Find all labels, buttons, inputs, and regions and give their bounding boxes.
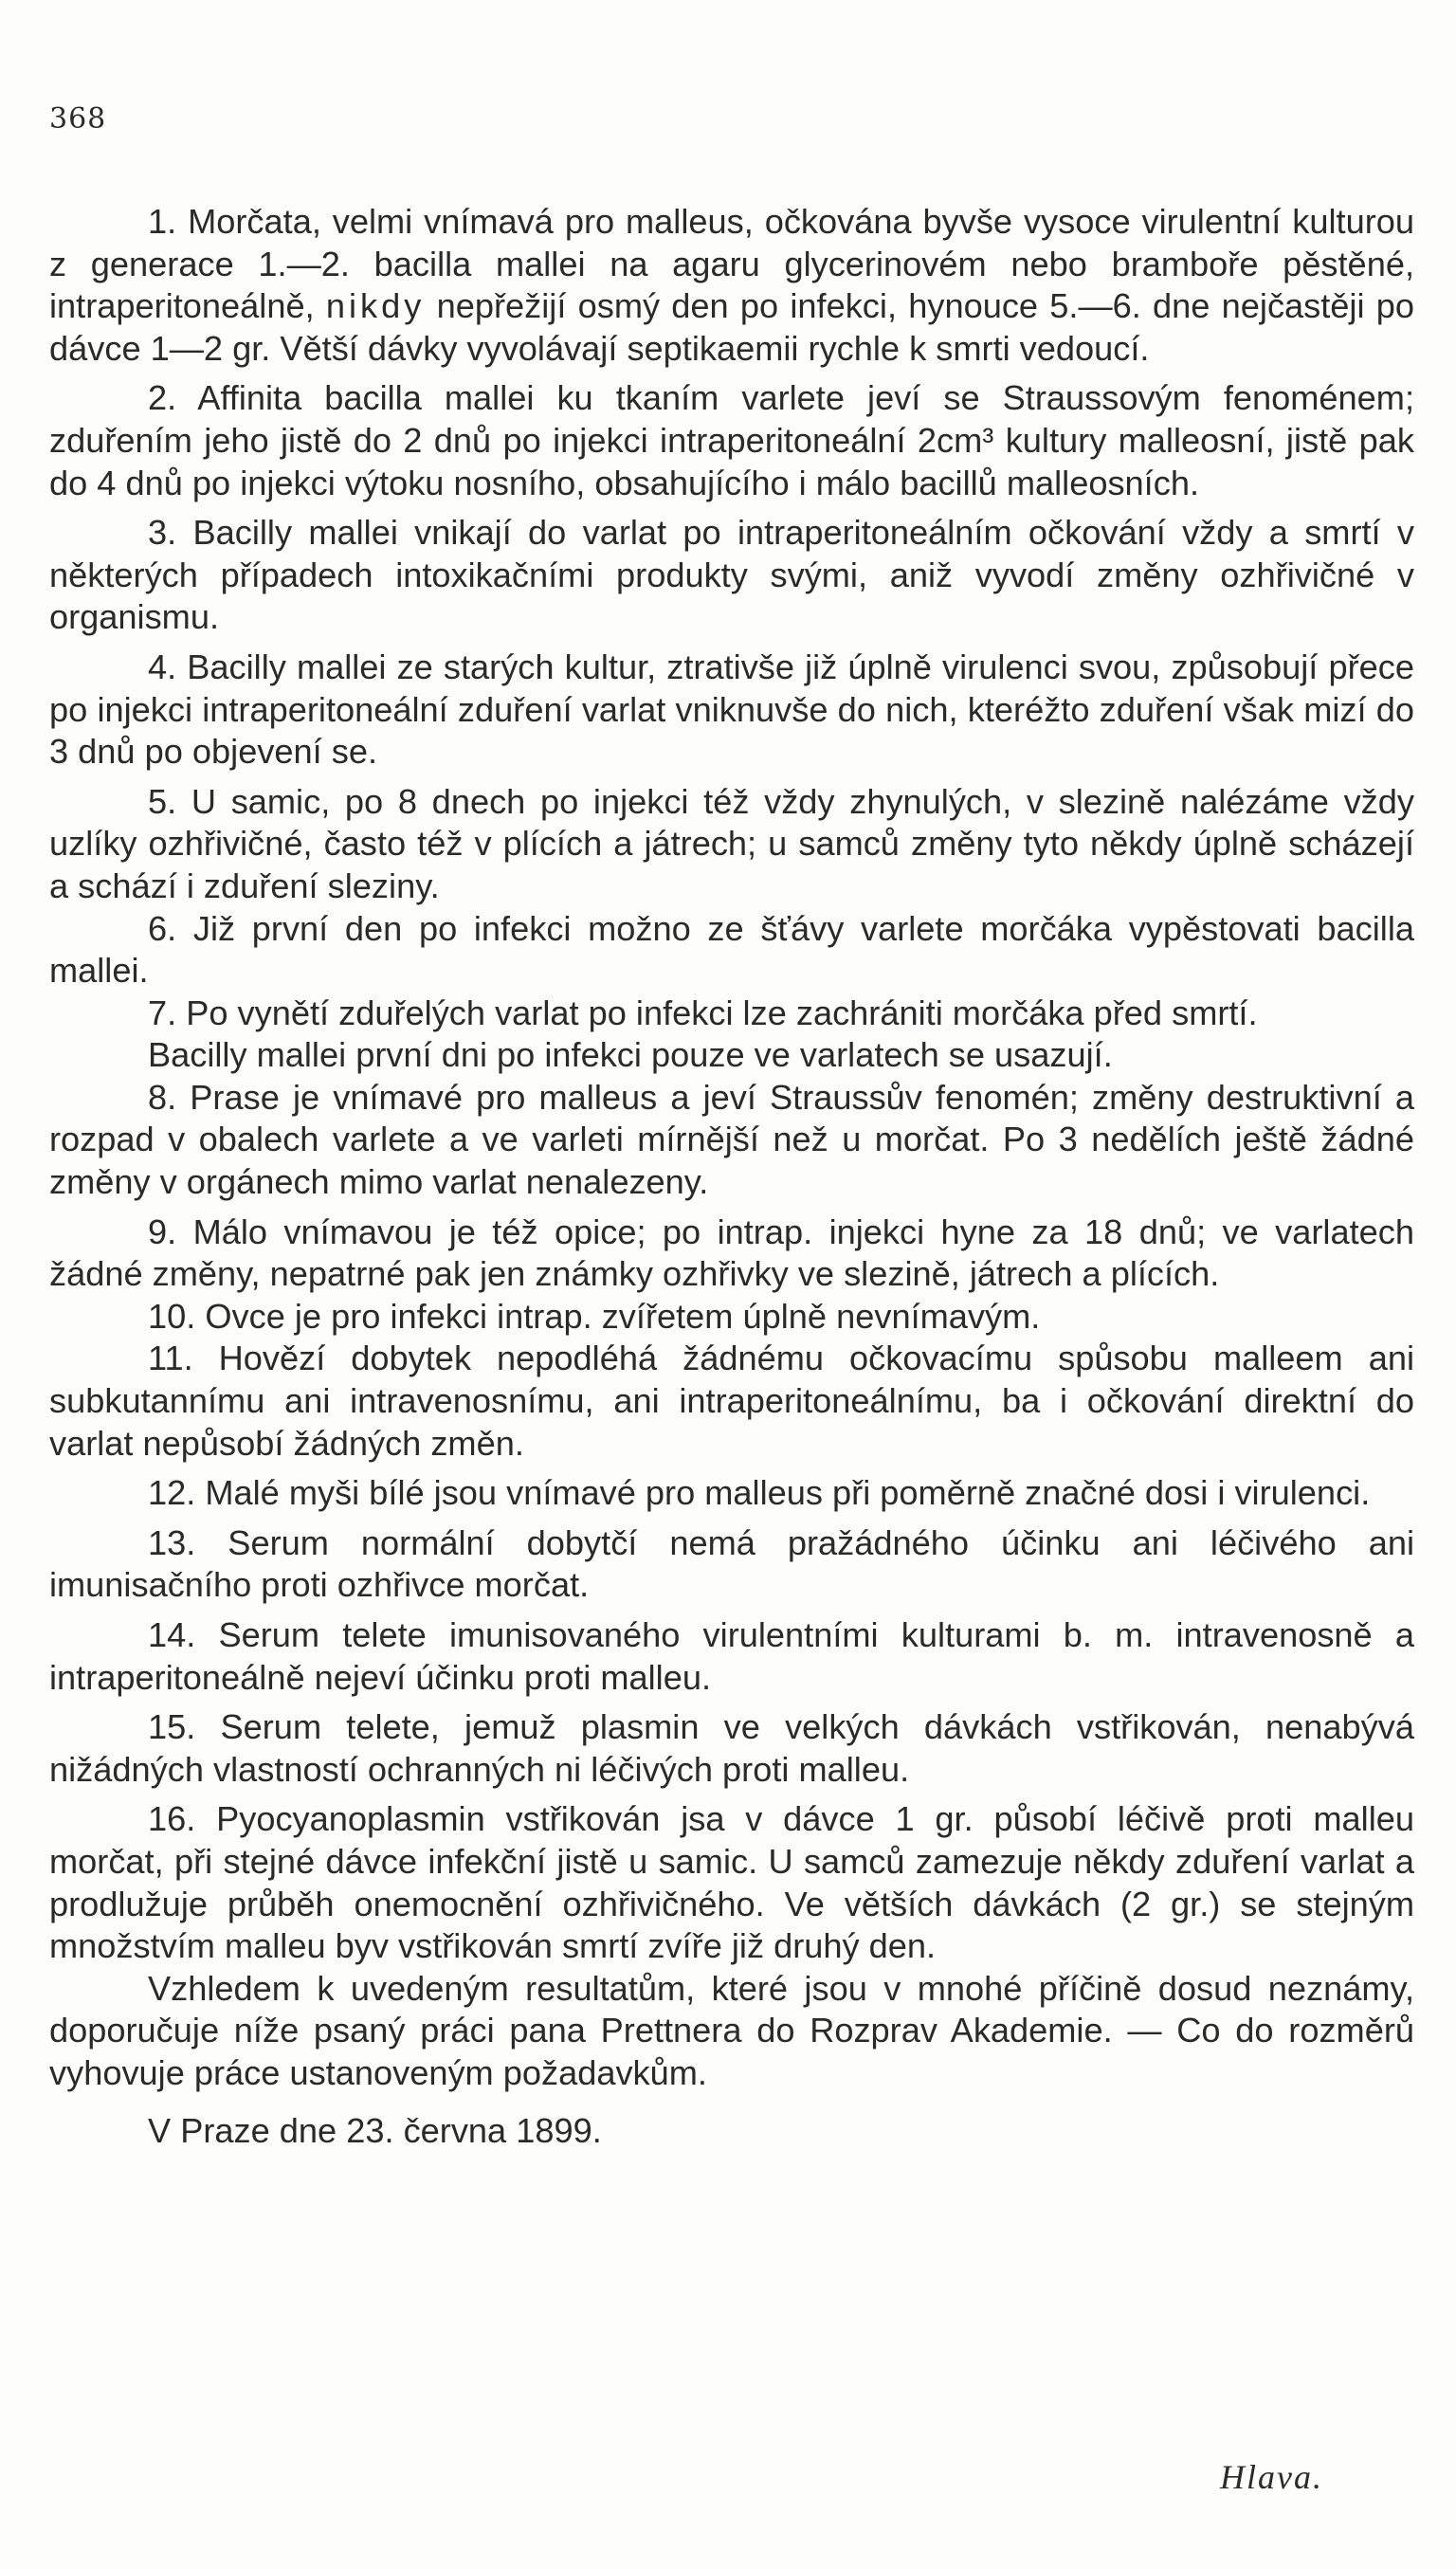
paragraph-12: 12. Malé myši bílé jsou vnímavé pro malleus při poměrně značné dosi i virulenci. <box>148 1473 1371 1513</box>
paragraph-13: 13. Serum normální dobytčí nemá pražádného účinku ani léčivého ani imunisačního proti ozhřivce morčat. <box>49 1522 1414 1605</box>
date-line: V Praze dne 23. června 1899. <box>148 2110 602 2150</box>
paragraph-14: 14. Serum telete imunisovaného virulentními kulturami b. m. intravenosně a intraperitoneálně nejeví účinku proti malleu. <box>49 1615 1414 1697</box>
paragraph-11: 11. Hovězí dobytek nepodléhá žádnému očkovacímu spůsobu malleem ani subkutannímu ani intravenosnímu, ani intraperitoneálnímu, ba i očkování direktní do varlat nepůsobí žádných změn. <box>49 1339 1414 1463</box>
paragraph-6: 6. Již první den po infekci možno ze šťávy varlete morčáka vypěstovati bacilla mallei. <box>49 908 1414 991</box>
paragraph-7-note: Bacilly mallei první dni po infekci pouze ve varlatech se usazují. <box>148 1035 1113 1075</box>
paragraph-16: 16. Pyocyanoplasmin vstřikován jsa v dávce 1 gr. působí léčivě proti malleu morčat, při stejné dávce infekční jistě u samic. U samců zamezuje někdy zduření varlat a prodlužuje průběh onemocnění ozhřivičného. Ve větších dávkách (2 gr.) se stejným množstvím malleu byv vstřikován smrtí zvíře již druhý den. <box>49 1799 1414 1966</box>
paragraph-8: 8. Prase je vnímavé pro malleus a jeví Straussův fenomén; změny destruktivní a rozpad v obalech varlete a ve varleti mírnější než u morčat. Po 3 nedělích ještě žádné změny v orgánech mimo varlat nenalezeny. <box>49 1077 1414 1202</box>
paragraph-1-emphasis: nikdy <box>325 286 426 326</box>
paragraph-3: 3. Bacilly mallei vnikají do varlat po intraperitoneálním očkování vždy a smrtí v některých případech intoxikačními produkty svými, aniž vyvodí změny ozhřivičné v organismu. <box>49 513 1414 637</box>
paragraph-7: 7. Po vynětí zduřelých varlat po infekci lze zachrániti morčáka před smrtí. <box>148 993 1258 1032</box>
paragraph-1-text-start: 1. Morčata, velmi vnímavá pro malleus, očkována byvše vysoce virulentní kulturou z generace 1.—2. bacilla mallei na agaru glycerinovém nebo bramboře pěstěné, intraperitoneálně, <box>49 202 1414 326</box>
paragraph-2: 2. Affinita bacilla mallei ku tkaním varlete jeví se Straussovým fenoménem; zduřením jeho jistě do 2 dnů po injekci intraperitoneální 2cm³ kultury malleosní, jistě pak do 4 dnů po injekci výtoku nosního, obsahujícího i málo bacillů malleosních. <box>49 378 1414 502</box>
paragraph-5: 5. U samic, po 8 dnech po injekci též vždy zhynulých, v slezině nalézáme vždy uzlíky ozhřivičné, často též v plících a játrech; u samců změny tyto někdy úplně scházejí a schází i zduření sleziny. <box>49 781 1414 905</box>
paragraph-15: 15. Serum telete, jemuž plasmin ve velkých dávkách vstřikován, nenabývá nižádných vlastností ochranných ni léčivých proti malleu. <box>49 1707 1414 1789</box>
paragraph-9: 9. Málo vnímavou je též opice; po intrap. injekci hyne za 18 dnů; ve varlatech žádné změny, nepatrné pak jen známky ozhřivky ve slezině, játrech a plících. <box>49 1212 1414 1294</box>
paragraph-4: 4. Bacilly mallei ze starých kultur, ztrativše již úplně virulenci svou, způsobují přece po injekci intraperitoneální zduření varlat vniknuvše do nich, kteréžto zduření však mizí do 3 dnů po objevení se. <box>49 647 1414 772</box>
paragraph-1-text-end: nepřežijí osmý den po infekci, hynouce 5.—6. dne nejčastěji po dávce 1—2 gr. Větší dávky vyvolávají septikaemii rychle k smrti vedoucí. <box>49 286 1414 368</box>
paragraph-recommendation: Vzhledem k uvedeným resultatům, které jsou v mnohé příčině dosud neznámy, doporučuje níže psaný práci pana Prettnera do Rozprav Akademie. — Co do rozměrů vyhovuje práce ustanoveným požadavkům. <box>49 1968 1414 2092</box>
signature: Hlava. <box>1220 2458 1323 2496</box>
document-body <box>49 201 1414 2152</box>
paragraph-1 <box>49 201 1414 370</box>
paragraph-10: 10. Ovce je pro infekci intrap. zvířetem úplně nevnímavým. <box>148 1296 1041 1336</box>
page-number: 368 <box>49 102 107 136</box>
